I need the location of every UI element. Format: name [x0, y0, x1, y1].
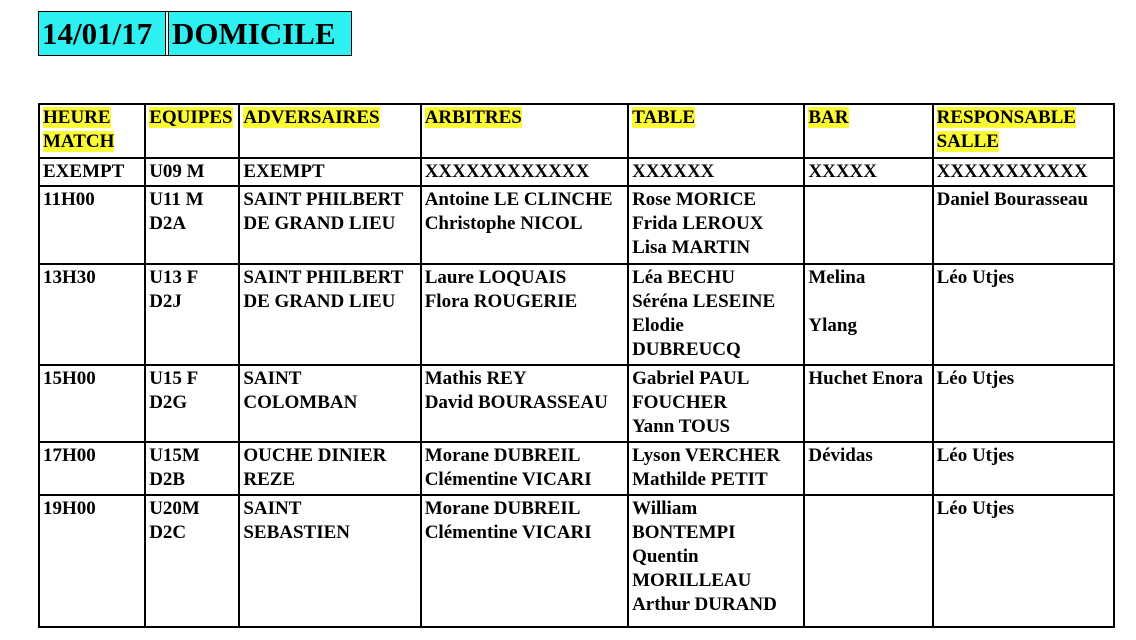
cell-equipe: U20M D2C: [145, 495, 239, 627]
cell-equipe: U11 M D2A: [145, 186, 239, 264]
header-responsable-salle: [933, 104, 1114, 158]
cell-table: XXXXXX: [628, 158, 804, 186]
table-header-row: [39, 104, 1114, 158]
table-row: [39, 158, 1114, 186]
cell-heure: 17H00: [39, 442, 145, 495]
cell-arbitres: Laure LOQUAIS Flora ROUGERIE: [421, 264, 628, 365]
cell-adversaire: SAINT PHILBERT DE GRAND LIEU: [239, 264, 420, 365]
table-row: [39, 186, 1114, 264]
cell-table: Rose MORICE Frida LEROUX Lisa MARTIN: [628, 186, 804, 264]
date-title: 14/01/17: [39, 12, 166, 55]
cell-arbitres: Antoine LE CLINCHE Christophe NICOL: [421, 186, 628, 264]
cell-table: Léa BECHU Séréna LESEINE Elodie DUBREUCQ: [628, 264, 804, 365]
cell-heure: 15H00: [39, 365, 145, 442]
cell-bar: XXXXX: [804, 158, 932, 186]
header-table: [628, 104, 804, 158]
cell-arbitres: XXXXXXXXXXXX: [421, 158, 628, 186]
cell-responsable: Léo Utjes: [933, 495, 1114, 627]
cell-table: William BONTEMPI Quentin MORILLEAU Arthur DURAND: [628, 495, 804, 627]
header-label: TABLE: [632, 107, 696, 128]
cell-equipe: U09 M: [145, 158, 239, 186]
cell-bar: Melina Ylang: [804, 264, 932, 365]
header-heure-match: [39, 104, 145, 158]
cell-bar: [804, 495, 932, 627]
cell-responsable: Daniel Bourasseau: [933, 186, 1114, 264]
header-label: EQUIPES: [149, 107, 233, 128]
cell-equipe: U15M D2B: [145, 442, 239, 495]
cell-heure: 11H00: [39, 186, 145, 264]
cell-table: Lyson VERCHER Mathilde PETIT: [628, 442, 804, 495]
match-schedule-table: [38, 103, 1115, 628]
cell-adversaire: SAINT PHILBERT DE GRAND LIEU: [239, 186, 420, 264]
header-adversaires: [239, 104, 420, 158]
cell-equipe: U13 F D2J: [145, 264, 239, 365]
header-equipes: [145, 104, 239, 158]
cell-heure: 19H00: [39, 495, 145, 627]
title-box: [38, 11, 352, 56]
header-bar: [804, 104, 932, 158]
header-label: RESPONSABLE SALLE: [936, 107, 1076, 152]
cell-arbitres: Mathis REY David BOURASSEAU: [421, 365, 628, 442]
cell-table: Gabriel PAUL FOUCHER Yann TOUS: [628, 365, 804, 442]
header-arbitres: [421, 104, 628, 158]
cell-equipe: U15 F D2G: [145, 365, 239, 442]
header-label: HEURE MATCH: [43, 107, 115, 152]
cell-responsable: XXXXXXXXXXX: [933, 158, 1114, 186]
location-title: DOMICILE: [168, 12, 351, 55]
cell-adversaire: SAINT SEBASTIEN: [239, 495, 420, 627]
cell-heure: EXEMPT: [39, 158, 145, 186]
cell-adversaire: EXEMPT: [239, 158, 420, 186]
table-row: [39, 495, 1114, 627]
table-row: [39, 442, 1114, 495]
cell-responsable: Léo Utjes: [933, 264, 1114, 365]
header-label: ADVERSAIRES: [243, 107, 380, 128]
cell-responsable: Léo Utjes: [933, 365, 1114, 442]
cell-arbitres: Morane DUBREIL Clémentine VICARI: [421, 442, 628, 495]
cell-arbitres: Morane DUBREIL Clémentine VICARI: [421, 495, 628, 627]
cell-heure: 13H30: [39, 264, 145, 365]
table-row: [39, 264, 1114, 365]
cell-adversaire: OUCHE DINIER REZE: [239, 442, 420, 495]
cell-bar: Dévidas: [804, 442, 932, 495]
cell-bar: Huchet Enora: [804, 365, 932, 442]
cell-bar: [804, 186, 932, 264]
header-label: ARBITRES: [424, 107, 522, 128]
cell-responsable: Léo Utjes: [933, 442, 1114, 495]
table-row: [39, 365, 1114, 442]
cell-adversaire: SAINT COLOMBAN: [239, 365, 420, 442]
header-label: BAR: [808, 107, 849, 128]
